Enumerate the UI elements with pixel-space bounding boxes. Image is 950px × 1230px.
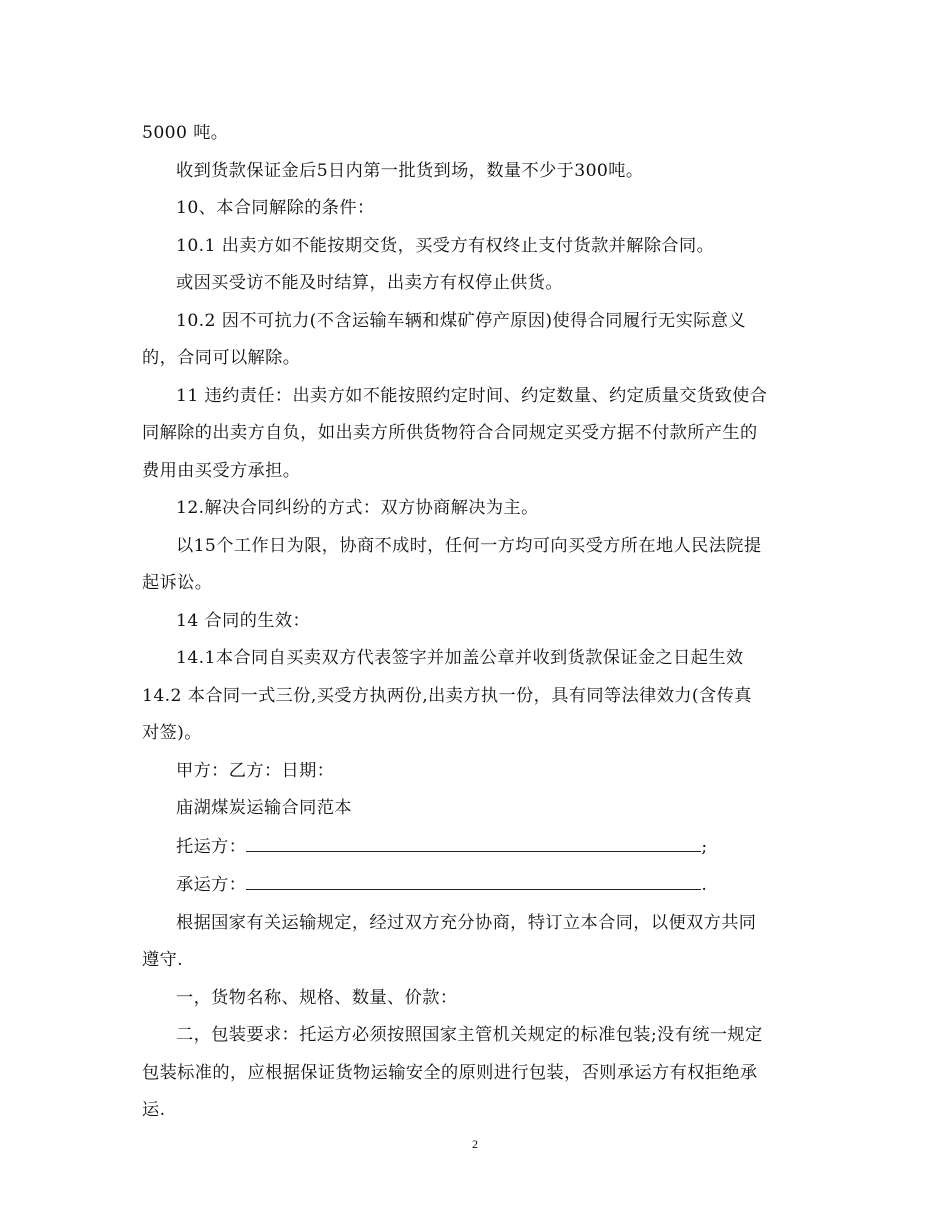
text-line: 运. bbox=[142, 1100, 166, 1120]
text-line: 同解除的出卖方自负，如出卖方所供货物符合合同规定买受方据不付款所产生的 bbox=[142, 423, 758, 443]
section-heading: 一，货物名称、规格、数量、价款： bbox=[176, 987, 458, 1008]
text-line: 费用由买受方承担。 bbox=[142, 460, 301, 481]
text-line: 10.2 因不可抗力(不含运输车辆和煤矿停产原因)使得合同履行无实际意义 bbox=[176, 310, 746, 331]
text-line: 收到货款保证金后5日内第一批货到场，数量不少于300吨。 bbox=[176, 160, 644, 181]
text-line: 12.解决合同纠纷的方式：双方协商解决为主。 bbox=[176, 498, 539, 518]
carrier-field-row bbox=[142, 867, 802, 904]
carrier-end-mark: . bbox=[701, 875, 708, 895]
text-line: 5000 吨。 bbox=[142, 123, 229, 143]
shipper-label: 托运方： bbox=[176, 836, 247, 857]
shipper-blank-line bbox=[246, 829, 701, 852]
text-line: 14.1本合同自买卖双方代表签字并加盖公章并收到货款保证金之日起生效 bbox=[176, 648, 744, 668]
text-line: 对签)。 bbox=[142, 723, 202, 743]
shipper-end-mark: ; bbox=[701, 836, 708, 857]
text-line: 或因买受访不能及时结算，出卖方有权停止供货。 bbox=[176, 273, 563, 293]
page-number: 2 bbox=[472, 1137, 478, 1151]
text-line: 起诉讼。 bbox=[142, 573, 213, 593]
section-heading: 10、本合同解除的条件： bbox=[176, 198, 375, 218]
shipper-field-row bbox=[142, 829, 802, 866]
text-line: 以15个工作日为限，协商不成时，任何一方均可向买受方所在地人民法院提 bbox=[176, 535, 762, 556]
carrier-label: 承运方： bbox=[176, 875, 247, 895]
text-line: 10.1 出卖方如不能按期交货，买受方有权终止支付货款并解除合同。 bbox=[176, 235, 715, 256]
text-line: 二，包装要求：托运方必须按照国家主管机关规定的标准包装;没有统一规定 bbox=[176, 1025, 763, 1045]
text-line: 11 违约责任：出卖方如不能按照约定时间、约定数量、约定质量交货致使合 bbox=[176, 385, 768, 406]
carrier-blank-line bbox=[246, 867, 701, 890]
text-line: 14.2 本合同一式三份,买受方执两份,出卖方执一份，具有同等法律效力(含传真 bbox=[142, 685, 752, 706]
section-heading: 14 合同的生效： bbox=[176, 610, 311, 631]
text-line: 的，合同可以解除。 bbox=[142, 348, 301, 368]
text-line: 遵守. bbox=[142, 950, 184, 970]
document-body bbox=[142, 116, 802, 1131]
text-line: 包装标准的，应根据保证货物运输安全的原则进行包装，否则承运方有权拒绝承 bbox=[142, 1062, 758, 1083]
signature-line: 甲方：乙方：日期： bbox=[176, 760, 335, 781]
text-line: 根据国家有关运输规定，经过双方充分协商，特订立本合同，以便双方共同 bbox=[176, 912, 757, 933]
contract-title: 庙湖煤炭运输合同范本 bbox=[176, 798, 352, 818]
